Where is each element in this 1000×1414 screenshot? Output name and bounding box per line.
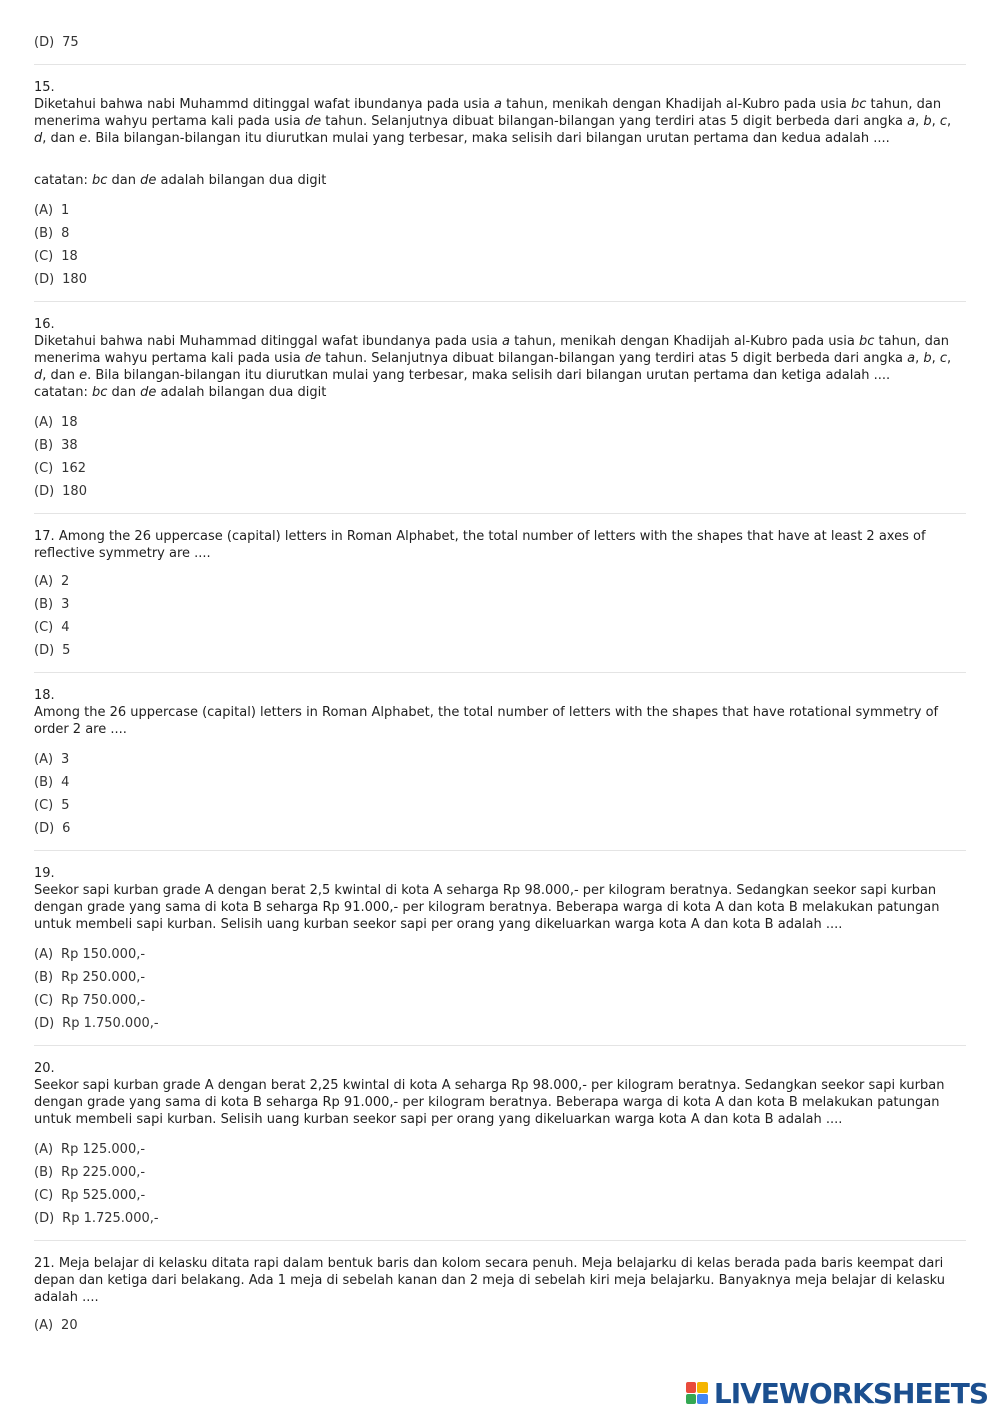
option-row[interactable] — [34, 1161, 966, 1184]
options-list — [34, 411, 966, 503]
option-row[interactable] — [34, 989, 966, 1012]
option-text: Rp 1.750.000,- — [62, 1016, 159, 1031]
options-list — [34, 943, 966, 1035]
option-row[interactable] — [34, 1012, 966, 1035]
options-list — [34, 1314, 966, 1337]
option-letter: (D) — [34, 643, 55, 658]
option-letter: (C) — [34, 461, 54, 476]
option-text: Rp 1.725.000,- — [62, 1211, 159, 1226]
option-row[interactable] — [34, 457, 966, 480]
option-text: 5 — [61, 798, 70, 813]
option-row[interactable] — [34, 794, 966, 817]
question-note: catatan: bc dan de adalah bilangan dua digit — [34, 173, 327, 188]
option-row[interactable] — [34, 1184, 966, 1207]
option-row[interactable] — [34, 570, 966, 593]
option-letter: (D) — [34, 821, 55, 836]
question-number: 15. — [34, 80, 55, 95]
question-18 — [34, 687, 966, 840]
option-text: 180 — [62, 484, 87, 499]
options-list — [34, 570, 966, 662]
option-letter: (B) — [34, 970, 54, 985]
option-row[interactable] — [34, 434, 966, 457]
option-row[interactable] — [34, 966, 966, 989]
options-list — [34, 199, 966, 291]
question-number: 21. — [34, 1256, 55, 1271]
option-letter: (C) — [34, 798, 54, 813]
options-list — [34, 1138, 966, 1230]
option-text: 162 — [61, 461, 87, 476]
question-21 — [34, 1255, 966, 1337]
question-text: 21. Meja belajar di kelasku ditata rapi dalam bentuk baris dan kolom secara penuh. Meja belajarku di kelas berada pada baris keempat dari depan dan ketiga dari belakang. Ada 1 meja di sebelah kanan dan 2 meja di sebelah kiri meja belajarku. Banyaknya meja belajar di kelasku adalah .... — [34, 1256, 946, 1305]
option-text: Rp 250.000,- — [61, 970, 146, 985]
option-letter: (B) — [34, 775, 54, 790]
logo-text: LIVEWORKSHEETS — [713, 1376, 988, 1410]
option-letter: (B) — [34, 1165, 54, 1180]
option-text: Rp 750.000,- — [61, 993, 146, 1008]
option-letter: (A) — [34, 947, 54, 962]
option-text: 1 — [61, 203, 70, 218]
option-text: Rp 150.000,- — [61, 947, 146, 962]
option-text: Rp 525.000,- — [61, 1188, 146, 1203]
question-text: Diketahui bahwa nabi Muhammad ditinggal wafat ibundanya pada usia a tahun, menikah dengan Khadijah al-Kubro pada usia bc tahun, dan menerima wahyu pertama kali pada usia de tahun. Selanjutnya dibuat bilangan-bilangan yang terdiri atas 5 digit berbeda dari angka a, b, c, d, dan e. Bila bilangan-bilangan itu diurutkan mulai yang terbesar, maka selisih dari bilangan urutan pertama dan ketiga adalah .... — [34, 334, 952, 383]
question-15 — [34, 79, 966, 291]
divider — [34, 1240, 966, 1241]
question-number: 20. — [34, 1061, 55, 1076]
option-letter: (D) — [34, 1211, 55, 1226]
option-letter: (C) — [34, 1188, 54, 1203]
option-text: Rp 125.000,- — [61, 1142, 146, 1157]
question-number: 16. — [34, 317, 55, 332]
option-row[interactable] — [34, 817, 966, 840]
option-letter: (B) — [34, 226, 54, 241]
options-list — [34, 748, 966, 840]
option-text: 8 — [61, 226, 70, 241]
option-text: 3 — [61, 597, 70, 612]
option-text: 4 — [61, 775, 70, 790]
option-text: 3 — [61, 752, 70, 767]
option-letter: (C) — [34, 249, 54, 264]
question-number: 17. — [34, 529, 55, 544]
option-text: 38 — [61, 438, 78, 453]
option-letter: (D) — [34, 484, 55, 499]
option-row[interactable] — [34, 748, 966, 771]
option-text: 20 — [61, 1318, 78, 1333]
option-letter: (C) — [34, 620, 54, 635]
option-row[interactable] — [34, 268, 966, 291]
option-text: 75 — [62, 35, 79, 50]
divider — [34, 672, 966, 673]
question-note: catatan: bc dan de adalah bilangan dua digit — [34, 385, 327, 400]
option-row[interactable] — [34, 245, 966, 268]
option-letter: (C) — [34, 993, 54, 1008]
option-letter: (A) — [34, 415, 54, 430]
option-text: 180 — [62, 272, 87, 287]
option-letter: (D) — [34, 35, 55, 50]
option-letter: (D) — [34, 272, 55, 287]
question-text: 17. Among the 26 uppercase (capital) letters in Roman Alphabet, the total number of letters with the shapes that have at least 2 axes of reflective symmetry are .... — [34, 529, 926, 561]
question-text: Diketahui bahwa nabi Muhammd ditinggal wafat ibundanya pada usia a tahun, menikah dengan Khadijah al-Kubro pada usia bc tahun, dan menerima wahyu pertama kali pada usia de tahun. Selanjutnya dibuat bilangan-bilangan yang terdiri atas 5 digit berbeda dari angka a, b, c, d, dan e. Bila bilangan-bilangan itu diurutkan mulai yang terbesar, maka selisih dari bilangan urutan pertama dan kedua adalah .... — [34, 97, 952, 146]
option-letter: (A) — [34, 1142, 54, 1157]
option-letter: (A) — [34, 752, 54, 767]
liveworksheets-logo — [686, 1378, 988, 1408]
option-row[interactable] — [34, 593, 966, 616]
question-20 — [34, 1060, 966, 1230]
option-text: Rp 225.000,- — [61, 1165, 146, 1180]
option-row[interactable] — [34, 943, 966, 966]
logo-icon — [686, 1382, 708, 1404]
option-text: 5 — [62, 643, 71, 658]
option-row[interactable] — [34, 771, 966, 794]
option-row[interactable] — [34, 222, 966, 245]
option-text: 2 — [61, 574, 70, 589]
question-19 — [34, 865, 966, 1035]
option-row[interactable] — [34, 639, 966, 662]
option-row[interactable] — [34, 1207, 966, 1230]
option-text: 6 — [62, 821, 71, 836]
option-letter: (B) — [34, 597, 54, 612]
option-letter: (A) — [34, 203, 54, 218]
option-letter: (A) — [34, 574, 54, 589]
option-row[interactable] — [34, 1138, 966, 1161]
divider — [34, 1045, 966, 1046]
divider — [34, 850, 966, 851]
option-text: 4 — [61, 620, 70, 635]
question-text: Seekor sapi kurban grade A dengan berat 2,25 kwintal di kota A seharga Rp 98.000,- per kilogram beratnya. Sedangkan seekor sapi kurban dengan grade yang sama di kota B seharga Rp 91.000,- per kilogram beratnya. Beberapa warga di kota A dan kota B melakukan patungan untuk membeli sapi kurban. Selisih uang kurban seekor sapi per orang yang dikeluarkan warga kota A dan kota B adalah .... — [34, 1078, 945, 1127]
option-letter: (B) — [34, 438, 54, 453]
option-row[interactable] — [34, 199, 966, 222]
question-number: 19. — [34, 866, 55, 881]
divider — [34, 301, 966, 302]
question-16 — [34, 316, 966, 503]
question-number: 18. — [34, 688, 55, 703]
option-text: 18 — [61, 249, 78, 264]
option-letter: (A) — [34, 1318, 54, 1333]
option-row[interactable] — [34, 616, 966, 639]
option-row[interactable] — [34, 1314, 966, 1337]
option-text: 18 — [61, 415, 78, 430]
option-row[interactable] — [34, 480, 966, 503]
divider — [34, 64, 966, 65]
question-text: Seekor sapi kurban grade A dengan berat 2,5 kwintal di kota A seharga Rp 98.000,- per kilogram beratnya. Sedangkan seekor sapi kurban dengan grade yang sama di kota B seharga Rp 91.000,- per kilogram beratnya. Beberapa warga di kota A dan kota B melakukan patungan untuk membeli sapi kurban. Selisih uang kurban seekor sapi per orang yang dikeluarkan warga kota A dan kota B adalah .... — [34, 883, 940, 932]
worksheet-page — [34, 35, 966, 1337]
option-row[interactable] — [34, 31, 966, 54]
option-row[interactable] — [34, 411, 966, 434]
option-letter: (D) — [34, 1016, 55, 1031]
question-text: Among the 26 uppercase (capital) letters in Roman Alphabet, the total number of letters with the shapes that have rotational symmetry of order 2 are .... — [34, 705, 939, 737]
divider — [34, 513, 966, 514]
question-17 — [34, 528, 966, 662]
